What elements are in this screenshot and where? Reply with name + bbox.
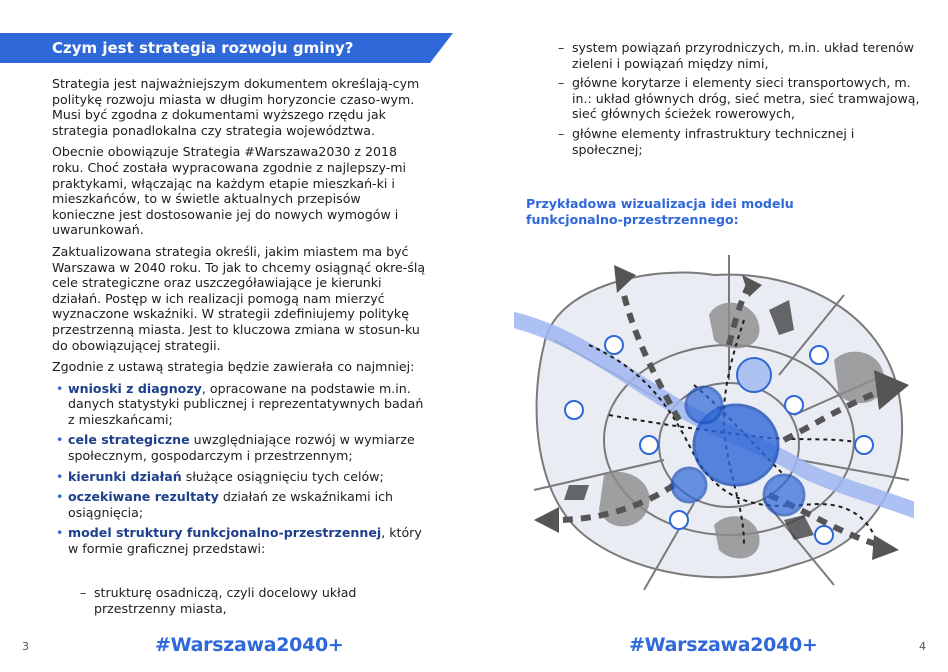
dash-item: – system powiązań przyrodniczych, m.in. układ terenów zieleni i powiązań między nimi, (558, 40, 928, 71)
list-item (52, 432, 427, 463)
bullet-list (52, 381, 427, 557)
paragraph: Zaktualizowana strategia określi, jakim miastem ma być Warszawa w 2040 roku. To jak to chcemy osiągnąć okre-ślą cele strategiczne oraz uszczegóławiające je kierunki działań. Postęp w ich realizacji pomogą nam mierzyć wyznaczone wskaźniki. W strategii zdefiniujemy politykę przestrzenną miasta. Jest to kluczowa zmiana w stosun-ku do obowiązującej strategii. (52, 243, 426, 353)
footer-brand: #Warszawa2040+ (155, 634, 344, 656)
bullet-bold: model struktury funkcjonalno-przestrzennej (68, 525, 382, 541)
sub-list (80, 585, 410, 620)
dash-list (558, 40, 928, 161)
bullet-bold: oczekiwane rezultaty (68, 489, 219, 505)
body-text (52, 76, 427, 562)
page-number: 4 (919, 640, 926, 653)
bullet-text: uwzględniające rozwój w wymiarze społecznym, gospodarczym i przestrzennym; (68, 432, 415, 464)
bullet-text: służące osiągnięciu tych celów; (181, 468, 384, 484)
footer-brand: #Warszawa2040+ (629, 634, 818, 656)
list-item (52, 381, 427, 428)
figure-caption: Przykładowa wizualizacja idei modelu funkcjonalno-przestrzennego: (526, 196, 794, 227)
heading-banner (0, 33, 453, 63)
sub-list-item: – strukturę osadniczą, czyli docelowy układ przestrzenny miasta, (80, 585, 410, 616)
bullet-text: , który w formie graficznej przedstawi: (68, 525, 422, 557)
paragraph: Obecnie obowiązuje Strategia #Warszawa2030 z 2018 roku. Choć została wypracowana zgodnie z najlepszy-mi praktykami, włączając na każdym etapie mieszkań-ki i mieszkańców, to w świetle aktualnych przepisów konieczne jest dostosowanie jej do nowych wymogów i uwarunkowań. (52, 144, 407, 238)
paragraph: Strategia jest najważniejszym dokumentem określają-cym politykę rozwoju miasta w długim horyzoncie czaso-wym. Musi być zgodna z dokumentami wyższego rzędu jak strategia ponadlokalna czy strategia województwa. (52, 76, 420, 138)
page-number: 3 (22, 640, 29, 653)
bullet-bold: kierunki działań (68, 468, 182, 484)
bullet-text: działań ze wskaźnikami ich osiągnięcia; (68, 489, 394, 520)
list-item (52, 525, 427, 556)
list-item (52, 469, 427, 485)
dash-item: – główne korytarze i elementy sieci transportowych, m. in.: układ głównych dróg, sieć metra, sieć tramwajową, sieć głównych ścieżek rowerowych, (558, 75, 928, 122)
paragraph: Zgodnie z ustawą strategia będzie zawierała co najmniej: (52, 359, 415, 375)
list-item (52, 489, 427, 520)
page-heading: Czym jest strategia rozwoju gminy? (52, 39, 354, 57)
bullet-bold: cele strategiczne (68, 432, 190, 448)
dash-item: – główne elementy infrastruktury technicznej i społecznej; (558, 126, 928, 157)
right-page (474, 0, 948, 672)
spatial-model-diagram (514, 245, 914, 620)
bullet-bold: wnioski z diagnozy (68, 380, 202, 396)
bullet-text: , opracowane na podstawie m.in. danych statystyki publicznej i reprezentatywnych badań z mieszkańcami; (68, 380, 424, 427)
